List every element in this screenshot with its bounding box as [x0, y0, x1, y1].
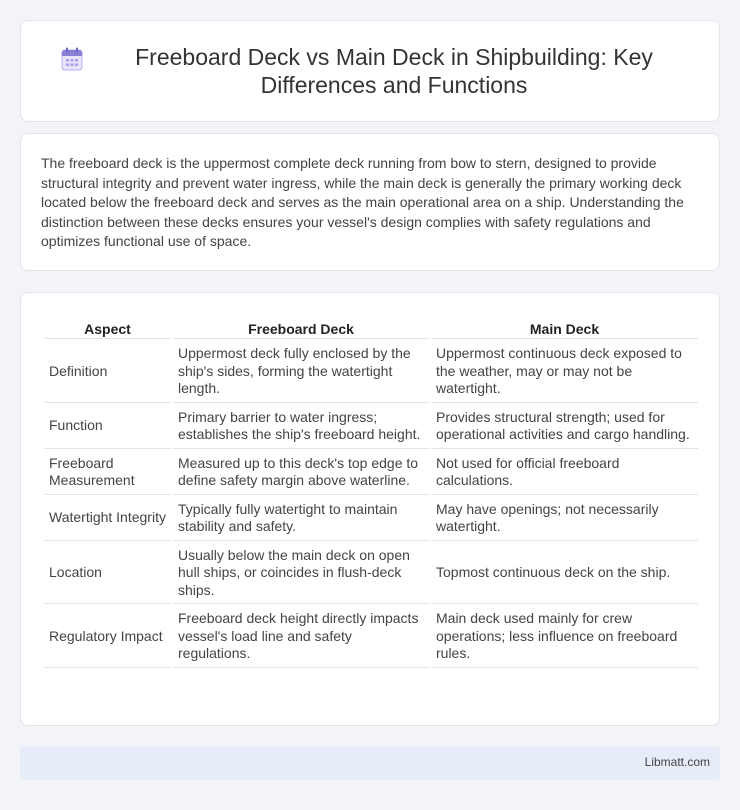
- footer: [20, 746, 720, 780]
- calendar-icon: [61, 47, 83, 71]
- page-title: Freeboard Deck vs Main Deck in Shipbuilding: Key Differences and Functions: [135, 44, 653, 98]
- main-deck-cell: Topmost continuous deck on the ship.: [431, 543, 698, 605]
- aspect-cell: Watertight Integrity: [44, 497, 171, 541]
- freeboard-deck-cell: Typically fully watertight to maintain stability and safety.: [173, 497, 429, 541]
- freeboard-deck-cell: Freeboard deck height directly impacts vessel's load line and safety regulations.: [173, 606, 429, 668]
- column-header-main-deck: Main Deck: [431, 317, 698, 339]
- freeboard-deck-cell: Primary barrier to water ingress; establishes the ship's freeboard height.: [173, 405, 429, 449]
- aspect-cell: Regulatory Impact: [44, 606, 171, 668]
- comparison-table: [42, 315, 700, 670]
- aspect-cell: Definition: [44, 341, 171, 403]
- aspect-cell: Location: [44, 543, 171, 605]
- main-deck-cell: Not used for official freeboard calculations.: [431, 451, 698, 495]
- title-wrap: [21, 43, 719, 99]
- comparison-card: [20, 292, 720, 726]
- freeboard-deck-cell: Usually below the main deck on open hull ships, or coincides in flush-deck ships.: [173, 543, 429, 605]
- table-row: [44, 405, 698, 449]
- table-row: [44, 497, 698, 541]
- table-row: [44, 341, 698, 403]
- main-deck-cell: Uppermost continuous deck exposed to the weather, may or may not be watertight.: [431, 341, 698, 403]
- column-header-aspect: Aspect: [44, 317, 171, 339]
- main-deck-cell: May have openings; not necessarily watertight.: [431, 497, 698, 541]
- intro-paragraph: The freeboard deck is the uppermost complete deck running from bow to stern, designed to provide structural integrity and prevent water ingress, while the main deck is generally the primary working deck located below the freeboard deck and serves as the main operational area on a ship. Understanding the distinction between these decks ensures your vessel's design complies with safety regulations and optimizes functional use of space.: [41, 155, 684, 249]
- table-row: [44, 451, 698, 495]
- table-header-row: [44, 317, 698, 339]
- table-row: [44, 606, 698, 668]
- title-card: [20, 20, 720, 122]
- column-header-freeboard-deck: Freeboard Deck: [173, 317, 429, 339]
- main-deck-cell: Main deck used mainly for crew operations; less influence on freeboard rules.: [431, 606, 698, 668]
- aspect-cell: Function: [44, 405, 171, 449]
- intro-card: [20, 133, 720, 271]
- main-deck-cell: Provides structural strength; used for operational activities and cargo handling.: [431, 405, 698, 449]
- footer-brand-link[interactable]: Libmatt.com: [644, 755, 710, 769]
- freeboard-deck-cell: Uppermost deck fully enclosed by the ship's sides, forming the watertight length.: [173, 341, 429, 403]
- aspect-cell: Freeboard Measurement: [44, 451, 171, 495]
- table-row: [44, 543, 698, 605]
- freeboard-deck-cell: Measured up to this deck's top edge to define safety margin above waterline.: [173, 451, 429, 495]
